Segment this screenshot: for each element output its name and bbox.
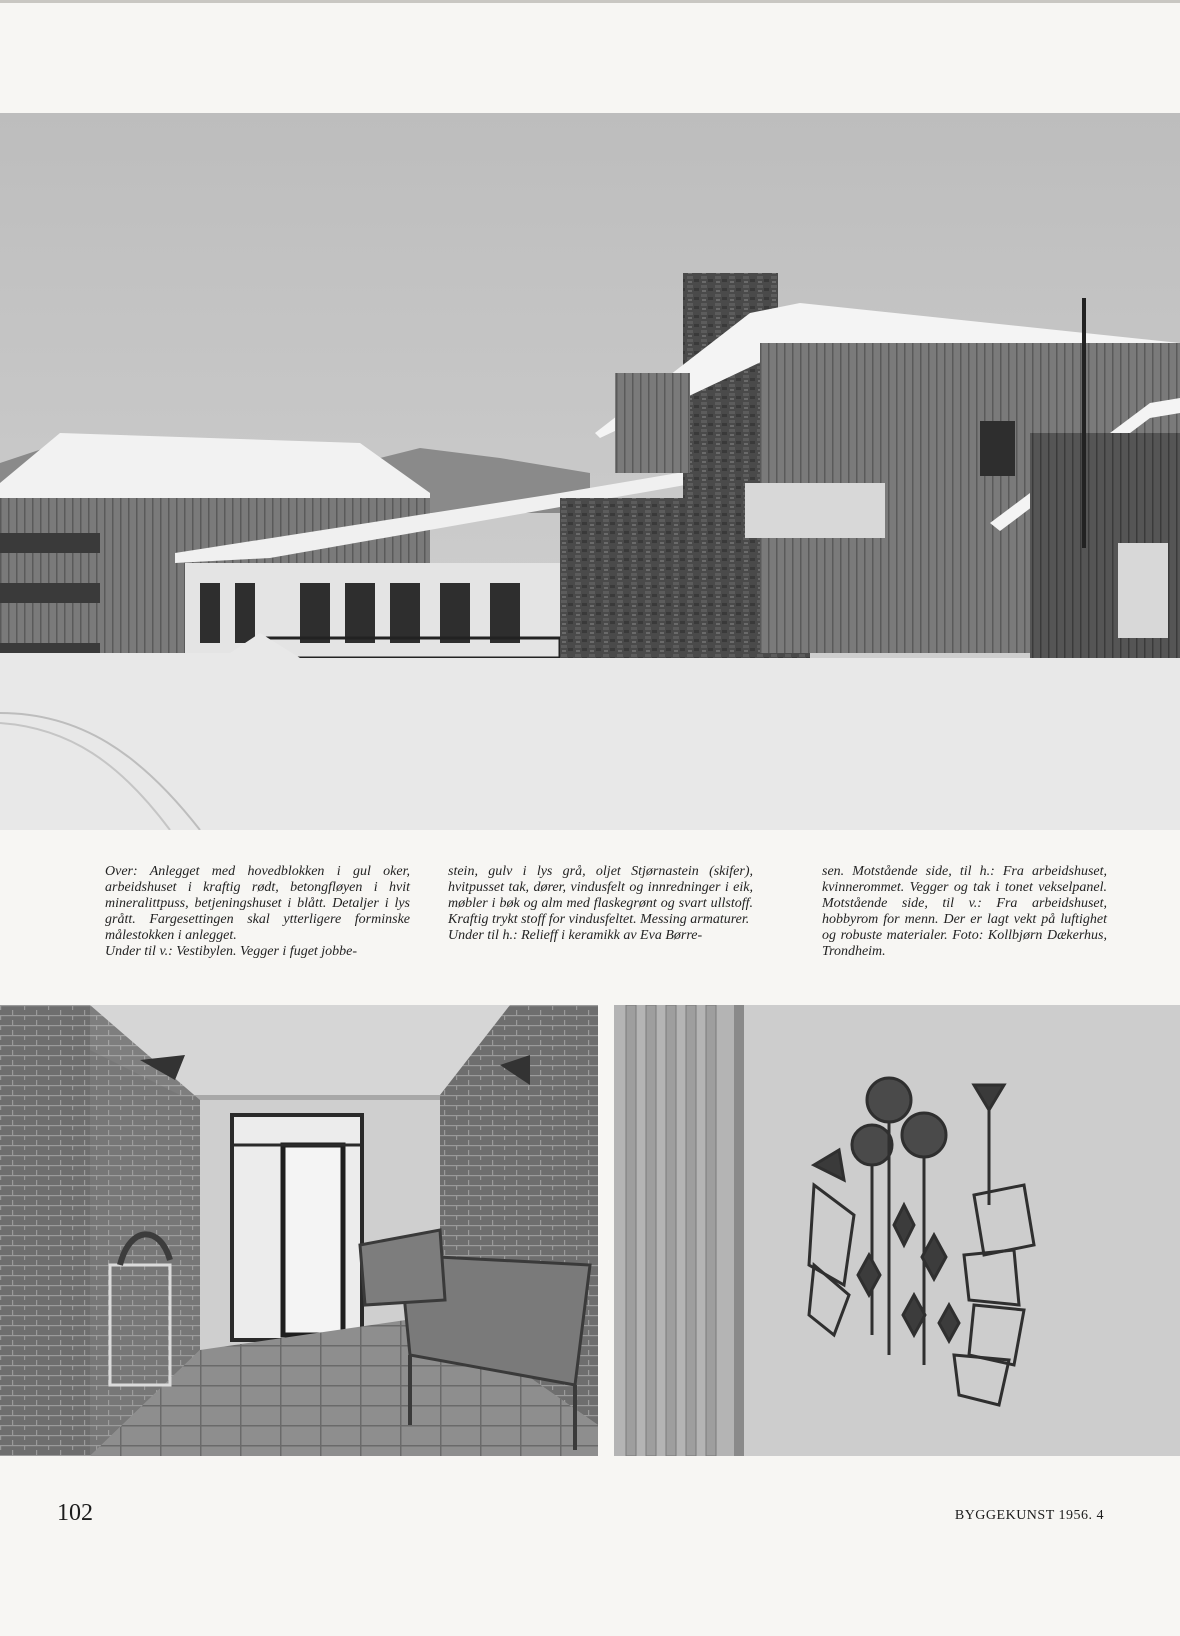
caption-text: stein, gulv i lys grå, oljet Stjørnastein (skifer), hvitpusset tak, dører, vindusfelt og innredninger i eik, møbler i bøk og alm med flaskegrønt og svart ullstoff. Kraftig trykt stoff for vindusfeltet. Messing armaturer. [448, 864, 753, 927]
caption-text: Under til h.: Relieff i keramikk av Eva Børre- [448, 928, 703, 943]
caption-text: Under til v.: Vestibylen. Vegger i fuget jobbe- [105, 944, 358, 959]
caption-text: Over: Anlegget med hovedblokken i gul oker, arbeidshuset i kraftig rødt, betongfløyen i hvit mineralittpuss, betjeningshuset i blått. Detaljer i lys grått. Fargesettingen skal ytterligere forminske målestokken i anlegget. [105, 864, 410, 943]
caption-text: sen. Motstående side, til h.: Fra arbeidshuset, kvinnerommet. Vegger og tak i tonet vekselpanel. Motstående side, til v.: Fra arbeidshuset, hobbyrom for menn. Der er lagt vekt på luftighet og robuste materialer. Foto: Kollbjørn Dækerhus, Trondheim. [822, 864, 1107, 959]
caption-column-2 [448, 864, 753, 944]
page-top-edge [0, 0, 1180, 3]
ceramic-relief-photo [614, 1005, 1180, 1456]
caption-column-3 [822, 864, 1107, 960]
caption-column-1 [105, 864, 410, 960]
issue-label: BYGGEKUNST 1956. 4 [954, 1508, 1104, 1523]
page-number: 102 [57, 1500, 93, 1526]
vestibule-photo [0, 1005, 598, 1456]
winter-building-photo [0, 113, 1180, 830]
